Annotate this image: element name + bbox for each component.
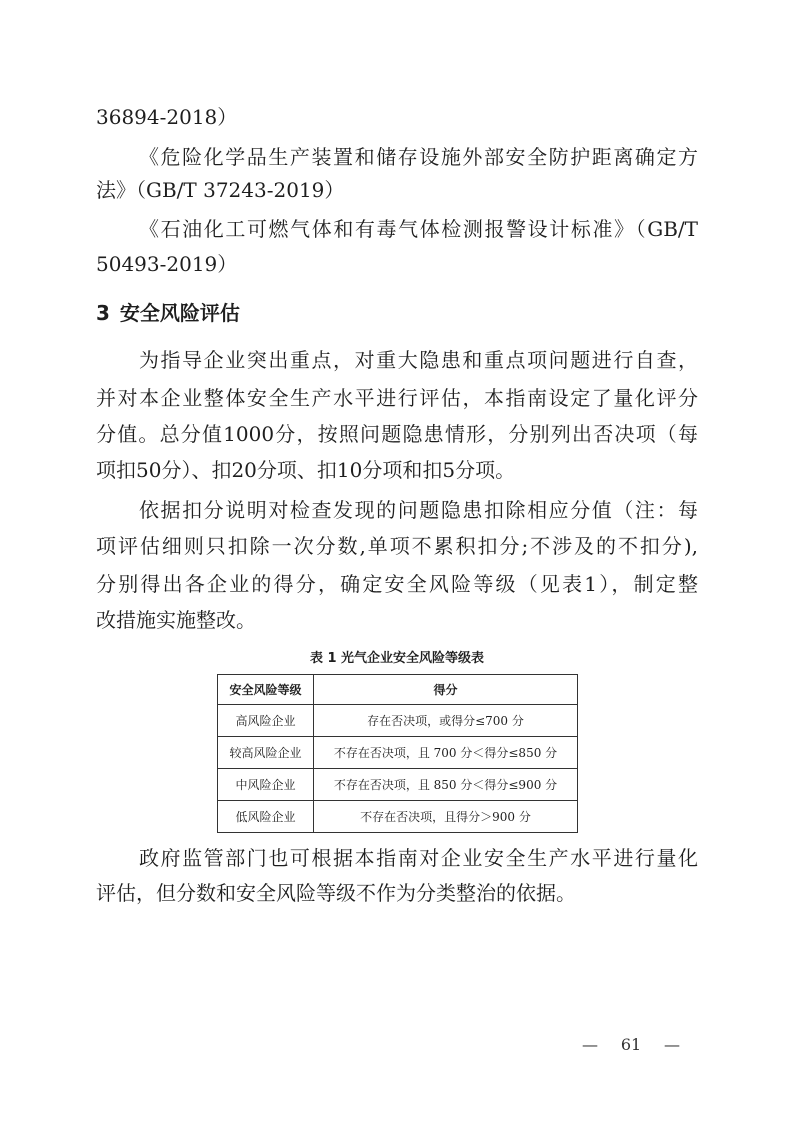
header-risk-level: 安全风险等级 [218,675,314,705]
section-heading [96,295,240,331]
paragraph-line: 并对本企业整体安全生产水平进行评估，本指南设定了量化评分 [96,386,698,410]
paragraph-line: 评估，但分数和安全风险等级不作为分类整治的依据。 [96,881,576,905]
score-cell: 不存在否决项，且得分＞900 分 [314,801,578,833]
table-row [218,801,578,833]
reference-line: 《石油化工可燃气体和有毒气体检测报警设计标准》（GB/T [139,217,698,241]
risk-level-cell: 低风险企业 [218,801,314,833]
table-caption: 表 1 光气企业安全风险等级表 [309,651,485,666]
risk-level-cell: 中风险企业 [218,769,314,801]
header-score: 得分 [314,675,578,705]
score-cell: 不存在否决项，且 850 分＜得分≤900 分 [314,769,578,801]
paragraph-line: 依据扣分说明对检查发现的问题隐患扣除相应分值（注：每 [139,498,698,522]
section-title: 安全风险评估 [119,301,240,325]
reference-line: 36894-2018） [96,105,238,129]
paragraph-line: 项扣50分）、扣20分项、扣10分项和扣5分项。 [96,458,516,482]
risk-level-cell: 较高风险企业 [218,737,314,769]
risk-level-cell: 高风险企业 [218,705,314,737]
risk-grade-table [217,674,578,833]
paragraph-line: 政府监管部门也可根据本指南对企业安全生产水平进行量化 [139,846,698,870]
score-cell: 存在否决项，或得分≤700 分 [314,705,578,737]
reference-line: 《危险化学品生产装置和储存设施外部安全防护距离确定方 [139,145,698,169]
paragraph-line: 分别得出各企业的得分，确定安全风险等级（见表1），制定整 [96,572,698,596]
section-number: 3 [96,301,110,325]
paragraph-line: 改措施实施整改。 [96,608,256,632]
reference-line: 50493-2019） [96,252,238,276]
page-number-value: 61 [620,1035,642,1054]
paragraph-line: 项评估细则只扣除一次分数,单项不累积扣分;不涉及的不扣分), [96,534,698,558]
table-header-row [218,675,578,705]
score-cell: 不存在否决项，且 700 分＜得分≤850 分 [314,737,578,769]
page-number [582,1035,680,1055]
page-number-dash-right: — [663,1035,680,1054]
table-row [218,705,578,737]
table-row [218,769,578,801]
reference-line: 法》（GB/T 37243-2019） [96,178,345,202]
paragraph-line: 分值。总分值1000分，按照问题隐患情形，分别列出否决项（每 [96,422,698,446]
paragraph-line: 为指导企业突出重点，对重大隐患和重点项问题进行自查， [139,348,698,372]
page-number-dash-left: — [582,1035,598,1054]
table-row [218,737,578,769]
